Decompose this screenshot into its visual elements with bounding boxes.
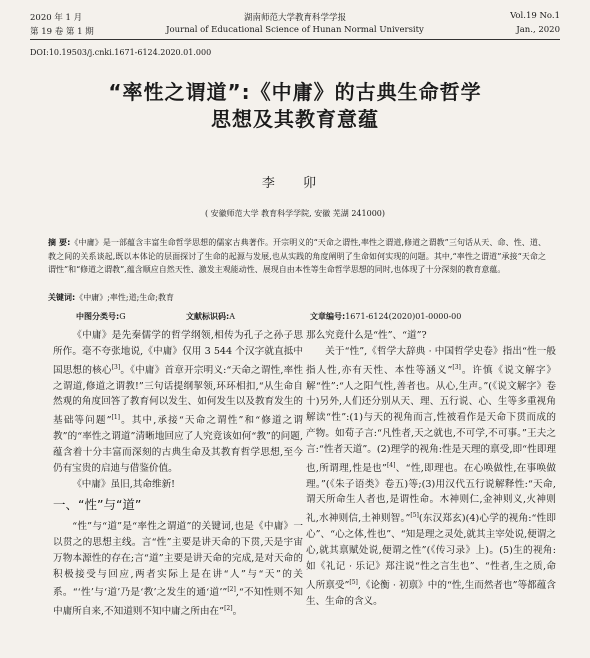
citation-ref: [3]	[111, 363, 121, 371]
title-line2: 思想及其教育意蕴	[211, 107, 379, 131]
left-column	[53, 328, 303, 620]
citation-ref: [5]	[349, 578, 358, 586]
article-value: 1671-6124(2020)01-0000-00	[345, 312, 462, 321]
right-column	[306, 328, 556, 609]
citation-ref: [3]	[452, 363, 461, 371]
clc-value: G	[119, 312, 126, 321]
citation-ref: [2]	[224, 605, 233, 613]
volume-number: Vol.19 No.1	[510, 11, 560, 21]
clc-label: 中图分类号:	[76, 312, 120, 321]
keywords-text: 《中庸》;率性;道;生命;教育	[75, 293, 174, 302]
abstract	[48, 236, 546, 277]
abstract-text: 《中庸》是一部蕴含丰富生命哲学思想的儒家古典著作。开宗明义的“天命之谓性,率性之谓道,修道之谓教”三句话从天、命、性、道、教之间的关系谈起,既以本体论的层面探讨了生命的起源与发展,也从实践的角度阐明了生命如何实现的问题。其中,“率性之谓道”承接“天命之谓性”和“修道之谓教”,蕴含顺应自然天性、激发主观能动性、展现自由本性等生命哲学思想的同时,也体现了十分深刻的教育意蕴。	[48, 238, 547, 275]
doi: DOI:10.19503/j.cnki.1671-6124.2020.01.000	[30, 48, 212, 57]
issue-month-en: Jan., 2020	[516, 25, 560, 35]
clc-number	[76, 311, 126, 322]
abstract-label: 摘 要:	[48, 238, 71, 247]
citation-ref: [2]	[227, 586, 236, 594]
citation-ref: [1]	[111, 414, 120, 422]
title-line1: “率性之谓道”:《中庸》的古典生命哲学	[108, 80, 482, 104]
body-paragraph: 那么究竟什么是“性”、“道”?	[306, 330, 427, 341]
issue-volume-cn: 第 19 卷 第 1 期	[30, 27, 94, 37]
keywords-label: 关键词:	[48, 293, 76, 302]
section-heading: 一、“性”与“道”	[53, 497, 142, 513]
keywords	[48, 292, 174, 303]
article-label: 文章编号:	[310, 312, 346, 321]
document-code	[186, 311, 235, 322]
author: 李 卯	[261, 176, 329, 191]
code-label: 文献标识码:	[186, 312, 230, 321]
issue-date: 2020 年 1 月	[30, 13, 83, 23]
body-paragraph: 《中庸》虽旧,其命维新!	[72, 478, 176, 490]
body-paragraph: 《中庸》是先秦儒学的哲学纲领,相传为孔子之孙子思所作。毫不夸张地说,《中庸》仅用 3 544 个汉字就直抵中国思想的核心[3]。《中庸》首章开宗明义:“天命之谓性,率性之谓道,修道之谓教!”三句话提纲挈领,环环相扣,“从生命自然观的角度回答了教育何以发生、如何发生以及教育发生的基础等问题”[1]。其中,承接“天命之谓性”和“修道之谓教”的“率性之谓道”清晰地回应了人究竟该如何“教”的问题,蕴含着十分丰富而深刻的古典生命及其教育哲学思想,至今仍有宝贵的启迪与借鉴价值。	[53, 330, 304, 474]
affiliation: ( 安徽师范大学 教育科学学院, 安徽 芜湖 241000)	[204, 209, 386, 218]
journal-name-cn: 湖南师范大学教育科学学报	[243, 13, 346, 23]
citation-ref: [5]	[410, 512, 419, 520]
body-paragraph: “性”与“道”是“率性之谓道”的关键词,也是《中庸》一以贯之的思想主线。言“性”主要是讲天命的下贯,天是宇宙万物本源性的存在;言“道”主要是讲天命的完成,是对天命的积极接受与回应,两者实际上是在讲“人”与“天”的关系。“‘性’与‘道’乃是‘教’之发生的通‘道’”[2],“不知性则不知中庸所自来,不知道则不知中庸之所由在”[2]。	[53, 521, 303, 618]
code-value: A	[229, 312, 235, 321]
citation-ref: [4]	[386, 461, 396, 469]
body-paragraph: 关于“性”,《哲学大辞典 · 中国哲学史卷》指出“性一般指人性,亦有天性、本性等涵义”[3]。许慎《说文解字》解“性”:“人之阳气性,善者也。从心,生声。”(《说文解字》卷十)另外,人们还分别从天、理、五行说、心、生等多重视角解读“性”:(1)与天的视角而言,性被看作是天命下贯而成的产物。如荀子言:“凡性者,天之就也,不可学,不可事。”王夫之言:“性者天道”。(2)理学的视角:性是天理的禀受,即“性即理也,所谓理,性是也”[4]、“性,即理也。在心唤做性,在事唤做理。”(《朱子语类》卷五)等;(3)用汉代五行说解释性:“天命,谓天所命生人者也,是谓性命。木神则仁,金神则义,火神则礼,水神则信,土神则智。”[5](东汉郑玄)(4)心学的视角:“性即心”、“心之体,性也”、“知是理之灵处,就其主宰处说,便谓之心,就其禀赋处说,便谓之性”(《传习录》上)。(5)生的视角:如《礼记 · 乐记》郑注说“性之言生也”、“性者,生之质,命人所禀受”[5],《论衡 · 初禀》中的“性,生而然者也”等都蕴含生、生命的含义。	[306, 345, 557, 607]
header-rule	[30, 39, 560, 40]
article-number	[310, 311, 461, 322]
journal-name-en: Journal of Educational Science of Hunan Normal University	[166, 25, 424, 35]
